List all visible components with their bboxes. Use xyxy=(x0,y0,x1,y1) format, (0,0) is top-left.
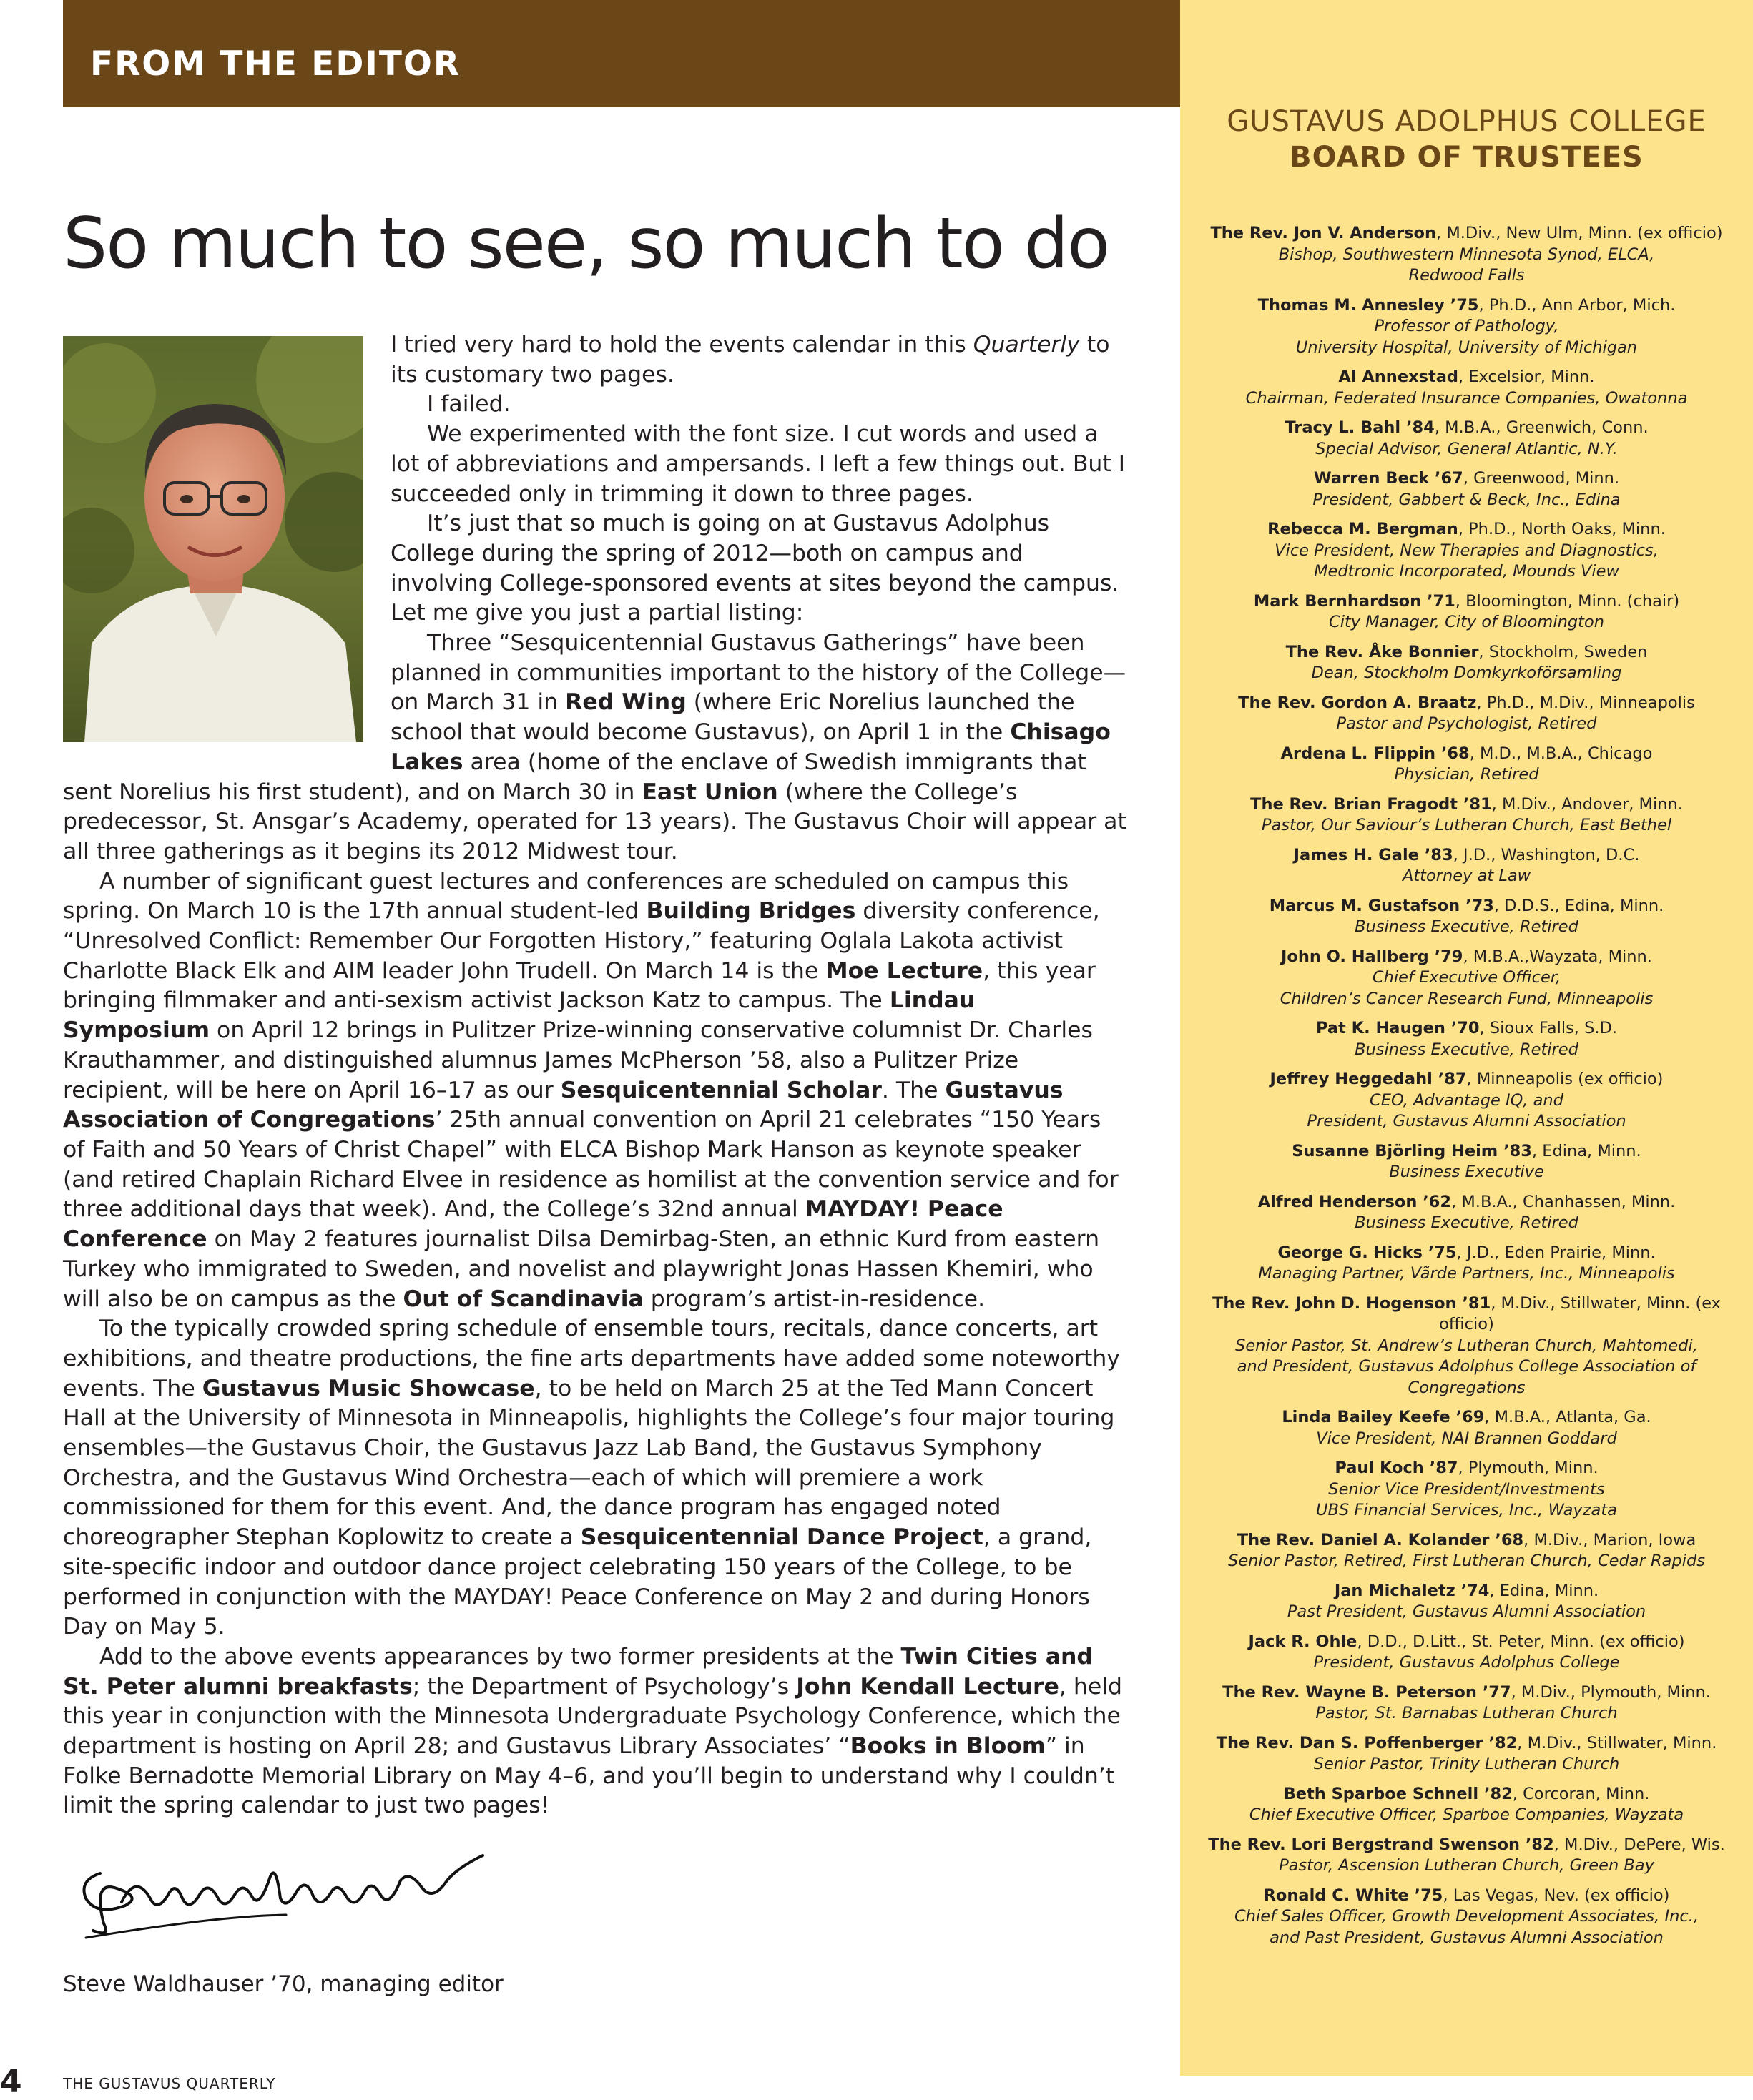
trustee-name: Susanne Björling Heim ’83 xyxy=(1292,1141,1532,1160)
trustee-role: Senior Pastor, Retired, First Lutheran Church, Cedar Rapids xyxy=(1228,1552,1705,1570)
trustee-detail: , M.Div., Stillwater, Minn. xyxy=(1517,1733,1717,1753)
article-paragraph: It’s just that so much is going on at Gustavus Adolphus College during the spring of 2012—both on campus and involving College-sponsored events at sites beyond the campus. Let me give you just a partial listing: xyxy=(391,511,1119,626)
trustee-detail: , M.B.A., Atlanta, Ga. xyxy=(1484,1408,1651,1426)
trustee-entry xyxy=(1194,1733,1739,1775)
trustee-role: Chief Executive Officer, xyxy=(1372,968,1561,987)
trustee-name: Ronald C. White ’75 xyxy=(1263,1885,1443,1905)
trustee-entry xyxy=(1194,1018,1739,1060)
trustee-name: The Rev. Brian Fragodt ’81 xyxy=(1250,794,1492,814)
trustee-role: Past President, Gustavus Alumni Association xyxy=(1287,1602,1646,1621)
trustee-detail: , M.Div., Stillwater, Minn. (ex officio) xyxy=(1439,1293,1722,1334)
trustee-entry xyxy=(1194,418,1739,460)
trustee-entry xyxy=(1194,1530,1739,1572)
trustee-detail: , M.B.A.,Wayzata, Minn. xyxy=(1463,947,1652,966)
trustee-detail: , M.Div., Marion, Iowa xyxy=(1523,1530,1696,1549)
trustee-name: Paul Koch ’87 xyxy=(1335,1459,1458,1477)
trustee-role: Attorney at Law xyxy=(1402,867,1531,885)
trustee-role: President, Gustavus Adolphus College xyxy=(1313,1653,1620,1672)
trustee-detail: , Greenwood, Minn. xyxy=(1463,469,1620,488)
trustee-detail: , M.Div., New Ulm, Minn. (ex officio) xyxy=(1436,224,1723,242)
trustee-name: Jeffrey Heggedahl ’87 xyxy=(1270,1070,1467,1088)
signature-caption: Steve Waldhauser ’70, managing editor xyxy=(63,1971,504,1997)
trustee-name: The Rev. Daniel A. Kolander ’68 xyxy=(1237,1530,1524,1549)
trustee-entry xyxy=(1194,1069,1739,1133)
trustee-role: Chief Executive Officer, Sparboe Companies, Wayzata xyxy=(1249,1805,1684,1824)
trustee-role: Business Executive, Retired xyxy=(1355,1040,1578,1059)
trustee-role: Senior Pastor, Trinity Lutheran Church xyxy=(1313,1755,1620,1773)
trustee-role: Business Executive xyxy=(1389,1163,1544,1181)
trustee-detail: , Sioux Falls, S.D. xyxy=(1479,1019,1618,1037)
trustee-name: James H. Gale ’83 xyxy=(1293,845,1453,864)
trustee-name: Tracy L. Bahl ’84 xyxy=(1285,418,1435,437)
trustee-detail: , M.D., M.B.A., Chicago xyxy=(1469,744,1653,763)
article-headline: So much to see, so much to do xyxy=(63,203,1109,285)
trustee-name: Jan Michaletz ’74 xyxy=(1334,1581,1490,1600)
trustee-role: Senior Vice President/Investments xyxy=(1328,1479,1605,1499)
trustee-name: Alfred Henderson ’62 xyxy=(1257,1192,1452,1211)
trustee-detail: , D.D.S., Edina, Minn. xyxy=(1493,896,1664,915)
trustee-detail: , Stockholm, Sweden xyxy=(1478,642,1648,661)
trustee-role-continued: UBS Financial Services, Inc., Wayzata xyxy=(1316,1501,1617,1519)
trustee-entry xyxy=(1194,1835,1739,1877)
trustee-name: Marcus M. Gustafson ’73 xyxy=(1269,896,1494,915)
trustee-detail: , Corcoran, Minn. xyxy=(1512,1784,1650,1803)
trustee-role: Senior Pastor, St. Andrew’s Lutheran Church, Mahtomedi, xyxy=(1235,1336,1698,1355)
article-paragraph: I failed. xyxy=(427,391,511,418)
trustee-name: The Rev. Dan S. Poffenberger ’82 xyxy=(1216,1733,1518,1753)
trustee-name: Thomas M. Annesley ’75 xyxy=(1257,295,1479,315)
trustee-name: The Rev. John D. Hogenson ’81 xyxy=(1212,1293,1491,1313)
panel-title: BOARD OF TRUSTEES xyxy=(1290,141,1644,174)
board-of-trustees-panel xyxy=(1180,0,1753,2076)
section-header-bar xyxy=(63,0,1180,107)
trustee-role: Chairman, Federated Insurance Companies, Owatonna xyxy=(1245,388,1688,408)
trustee-role: Pastor and Psychologist, Retired xyxy=(1336,714,1597,733)
section-label: FROM THE EDITOR xyxy=(90,44,461,84)
trustee-entry xyxy=(1194,1407,1739,1449)
trustee-detail: , M.Div., Plymouth, Minn. xyxy=(1511,1682,1711,1702)
trustee-entry xyxy=(1194,468,1739,511)
article-paragraph: Add to the above events appearances by two former presidents at the Twin Cities and St. Peter alumni breakfasts; the Department of Psychology’s John Kendall Lecture, held this year in conjunction with the Minnesota Undergraduate Psychology Conference, which the department is hosting on April 28; and Gustavus Library Associates’ “Books in Bloom” in Folke Bernadotte Memorial Library on May 4–6, and you’ll begin to understand why I couldn’t limit the spring calendar to just two pages! xyxy=(63,1643,1123,1819)
article-paragraph: We experimented with the font size. I cut words and used a lot of abbreviations and ampersands. I left a few things out. But I succeeded only in trimming it down to three pages. xyxy=(391,421,1126,507)
trustee-name: Rebecca M. Bergman xyxy=(1267,520,1458,538)
trustee-name: Linda Bailey Keefe ’69 xyxy=(1282,1408,1485,1426)
trustee-name: Jack R. Ohle xyxy=(1248,1632,1357,1651)
trustee-detail: , Minneapolis (ex officio) xyxy=(1466,1070,1664,1088)
article-paragraph: I tried very hard to hold the events calendar in this Quarterly to its customary two pages. xyxy=(391,332,1110,388)
trustee-role: Vice President, New Therapies and Diagnostics, xyxy=(1275,541,1659,560)
article-paragraph: Three “Sesquicentennial Gustavus Gatherings” have been planned in communities important to the history of the College—on March 31 in Red Wing (where Eric Norelius launched the school that would become Gustavus), on April 1 in the Chisago Lakes area (home of the enclave of Swedish immigrants that sent Norelius his first student), and on March 30 in East Union (where the College’s predecessor, St. Ansgar’s Academy, operated for 13 years). The Gustavus Choir will appear at all three gatherings as it begins its 2012 Midwest tour. xyxy=(63,630,1126,864)
trustee-detail: , Excelsior, Minn. xyxy=(1458,368,1595,386)
trustee-entry xyxy=(1194,1192,1739,1234)
article-body xyxy=(63,330,1127,1832)
trustee-detail: , M.B.A., Chanhassen, Minn. xyxy=(1451,1192,1676,1211)
trustee-entry xyxy=(1194,367,1739,409)
trustee-role: Business Executive, Retired xyxy=(1355,1213,1578,1232)
trustee-entry xyxy=(1194,693,1739,735)
trustee-role-continued: and President, Gustavus Adolphus College Association of Congregations xyxy=(1237,1357,1696,1397)
trustee-role-continued: Redwood Falls xyxy=(1408,266,1525,285)
trustee-role-continued: University Hospital, University of Michigan xyxy=(1295,337,1638,357)
trustee-detail: , Edina, Minn. xyxy=(1531,1141,1641,1160)
trustee-role: CEO, Advantage IQ, and xyxy=(1370,1090,1563,1110)
trustee-entry xyxy=(1194,794,1739,837)
trustee-name: Mark Bernhardson ’71 xyxy=(1253,591,1455,611)
panel-college-name: GUSTAVUS ADOLPHUS COLLEGE xyxy=(1227,105,1707,138)
trustee-role: Professor of Pathology, xyxy=(1374,317,1559,335)
trustee-entry xyxy=(1194,1141,1739,1183)
trustee-list xyxy=(1194,223,1739,1957)
trustee-entry xyxy=(1194,1632,1739,1674)
trustee-entry xyxy=(1194,1682,1739,1725)
trustee-detail: , J.D., Washington, D.C. xyxy=(1453,845,1640,864)
trustee-entry xyxy=(1194,947,1739,1010)
article-paragraph: A number of significant guest lectures and conferences are scheduled on campus this spring. On March 10 is the 17th annual student-led Building Bridges diversity conference, “Unresolved Conflict: Remember Our Forgotten History,” featuring Oglala Lakota activist Charlotte Black Elk and AIM leader John Trudell. On March 14 is the Moe Lecture, this year bringing filmmaker and anti-sexism activist Jackson Katz to campus. The Lindau Symposium on April 12 brings in Pulitzer Prize-winning conservative columnist Dr. Charles Krauthammer, and distinguished alumnus James McPherson ’58, also a Pulitzer Prize recipient, will be here on April 16–17 as our Sesquicentennial Scholar. The Gustavus Association of Congregations’ 25th annual convention on April 21 celebrates “150 Years of Faith and 50 Years of Christ Chapel” with ELCA Bishop Mark Hanson as keynote speaker (and retired Chaplain Richard Elvee in residence as homilist at the convention service and for three additional days that week). And, the College’s 32nd annual MAYDAY! Peace Conference on May 2 features journalist Dilsa Demirbag-Sten, an ethnic Kurd from eastern Turkey who immigrated to Sweden, and novelist and playwright Jonas Hassen Khemiri, who will also be on campus as the Out of Scandinavia program’s artist-in-residence. xyxy=(63,868,1119,1312)
trustee-entry xyxy=(1194,896,1739,938)
page-number: 4 xyxy=(0,2064,22,2100)
article-paragraph: To the typically crowded spring schedule of ensemble tours, recitals, dance concerts, art exhibitions, and theatre productions, the fine arts departments have added some noteworthy events. The Gustavus Music Showcase, to be held on March 25 at the Ted Mann Concert Hall at the University of Minnesota in Minneapolis, highlights the College’s four major touring ensembles—the Gustavus Choir, the Gustavus Jazz Lab Band, the Gustavus Symphony Orchestra, and the Gustavus Wind Orchestra—each of which will premiere a work commissioned for them for this event. And, the dance program has engaged noted choreographer Stephan Koplowitz to create a Sesquicentennial Dance Project, a grand, site-specific indoor and outdoor dance project celebrating 150 years of the College, to be performed in conjunction with the MAYDAY! Peace Conference on May 2 and during Honors Day on May 5. xyxy=(63,1316,1120,1640)
trustee-detail: , Edina, Minn. xyxy=(1489,1581,1599,1600)
trustee-entry xyxy=(1194,845,1739,887)
trustee-role: Physician, Retired xyxy=(1394,765,1539,784)
trustee-detail: , Ph.D., M.Div., Minneapolis xyxy=(1476,693,1695,712)
trustee-name: The Rev. Lori Bergstrand Swenson ’82 xyxy=(1208,1835,1554,1854)
trustee-detail: , Ph.D., Ann Arbor, Mich. xyxy=(1478,295,1676,315)
trustee-role: Dean, Stockholm Domkyrkoförsamling xyxy=(1311,664,1622,682)
trustee-entry xyxy=(1194,1885,1739,1949)
trustee-detail: , Plymouth, Minn. xyxy=(1458,1459,1599,1477)
trustee-detail: , M.Div., Andover, Minn. xyxy=(1491,794,1683,814)
trustee-name: The Rev. Åke Bonnier xyxy=(1285,642,1479,661)
trustee-role: Pastor, St. Barnabas Lutheran Church xyxy=(1315,1704,1618,1722)
trustee-role: Pastor, Our Saviour’s Lutheran Church, East Bethel xyxy=(1261,816,1672,834)
trustee-name: The Rev. Wayne B. Peterson ’77 xyxy=(1222,1682,1511,1702)
trustee-entry xyxy=(1194,591,1739,634)
trustee-detail: , Las Vegas, Nev. (ex officio) xyxy=(1443,1885,1670,1905)
photo-wrap-spacer xyxy=(63,330,391,759)
trustee-entry xyxy=(1194,1458,1739,1522)
trustee-name: The Rev. Gordon A. Braatz xyxy=(1238,693,1477,712)
trustee-role-continued: and Past President, Gustavus Alumni Association xyxy=(1270,1928,1664,1947)
trustee-role: Pastor, Ascension Lutheran Church, Green Bay xyxy=(1279,1856,1654,1875)
trustee-entry xyxy=(1194,295,1739,359)
trustee-detail: , Ph.D., North Oaks, Minn. xyxy=(1458,520,1666,538)
trustee-name: Beth Sparboe Schnell ’82 xyxy=(1283,1784,1513,1803)
trustee-role: Managing Partner, Vãrde Partners, Inc., Minneapolis xyxy=(1258,1264,1675,1283)
trustee-detail: , M.B.A., Greenwich, Conn. xyxy=(1434,418,1649,437)
trustee-entry xyxy=(1194,1581,1739,1623)
editor-signature xyxy=(72,1830,501,1945)
trustee-role: City Manager, City of Bloomington xyxy=(1329,613,1604,631)
trustee-role: Chief Sales Officer, Growth Development Associates, Inc., xyxy=(1234,1907,1699,1926)
trustee-role: Bishop, Southwestern Minnesota Synod, ELCA, xyxy=(1278,245,1655,264)
trustee-name: Pat K. Haugen ’70 xyxy=(1315,1019,1480,1037)
trustee-entry xyxy=(1194,1243,1739,1285)
trustee-role-continued: President, Gustavus Alumni Association xyxy=(1307,1112,1626,1130)
trustee-role: Vice President, NAI Brannen Goddard xyxy=(1316,1429,1617,1448)
trustee-detail: , D.D., D.Litt., St. Peter, Minn. (ex officio) xyxy=(1357,1632,1685,1651)
trustee-detail: , M.Div., DePere, Wis. xyxy=(1553,1835,1725,1854)
trustee-entry xyxy=(1194,744,1739,786)
trustee-entry xyxy=(1194,1293,1739,1399)
trustee-name: Al Annexstad xyxy=(1338,368,1459,386)
trustee-entry xyxy=(1194,1784,1739,1826)
trustee-role: Special Advisor, General Atlantic, N.Y. xyxy=(1315,439,1618,458)
trustee-role: Business Executive, Retired xyxy=(1355,917,1578,936)
trustee-name: Warren Beck ’67 xyxy=(1313,469,1463,488)
trustee-role: President, Gabbert & Beck, Inc., Edina xyxy=(1312,490,1621,509)
trustee-name: John O. Hallberg ’79 xyxy=(1281,947,1463,966)
trustee-name: Ardena L. Flippin ’68 xyxy=(1280,744,1470,763)
trustee-name: George G. Hicks ’75 xyxy=(1277,1243,1457,1262)
trustee-name: The Rev. Jon V. Anderson xyxy=(1210,224,1437,242)
trustee-entry xyxy=(1194,223,1739,287)
trustee-detail: , Bloomington, Minn. (chair) xyxy=(1455,591,1680,611)
trustee-entry xyxy=(1194,642,1739,684)
trustee-role-continued: Children’s Cancer Research Fund, Minneapolis xyxy=(1280,989,1654,1008)
trustee-detail: , J.D., Eden Prairie, Minn. xyxy=(1456,1243,1656,1262)
trustee-role-continued: Medtronic Incorporated, Mounds View xyxy=(1314,562,1619,581)
trustee-entry xyxy=(1194,519,1739,583)
publication-name: THE GUSTAVUS QUARTERLY xyxy=(63,2075,276,2092)
